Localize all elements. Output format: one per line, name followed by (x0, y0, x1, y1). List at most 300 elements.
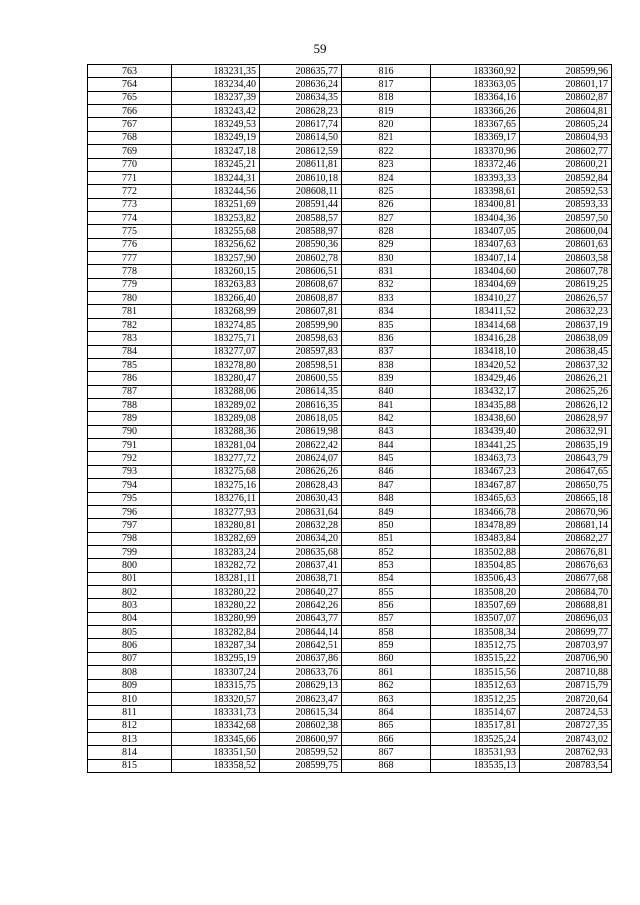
y-coordinate-left: 208628,43 (260, 479, 342, 492)
point-number-right: 825 (342, 185, 431, 198)
x-coordinate-right: 183514,67 (431, 706, 520, 719)
coordinates-table (87, 64, 612, 773)
table-row (88, 599, 612, 612)
point-number-right: 867 (342, 746, 431, 759)
x-coordinate-right: 183400,81 (431, 198, 520, 211)
y-coordinate-right: 208720,64 (520, 692, 612, 705)
table-row (88, 65, 612, 78)
point-number-right: 846 (342, 465, 431, 478)
table-row (88, 238, 612, 251)
x-coordinate-right: 183411,52 (431, 305, 520, 318)
y-coordinate-right: 208607,78 (520, 265, 612, 278)
y-coordinate-left: 208642,51 (260, 639, 342, 652)
y-coordinate-right: 208783,54 (520, 759, 612, 772)
x-coordinate-left: 183315,75 (172, 679, 260, 692)
x-coordinate-right: 183512,25 (431, 692, 520, 705)
point-number-right: 840 (342, 385, 431, 398)
point-number-right: 816 (342, 65, 431, 78)
y-coordinate-right: 208605,24 (520, 118, 612, 131)
y-coordinate-left: 208588,97 (260, 225, 342, 238)
x-coordinate-right: 183404,69 (431, 278, 520, 291)
table-row (88, 198, 612, 211)
point-number-left: 783 (88, 332, 172, 345)
point-number-right: 855 (342, 586, 431, 599)
table-row (88, 211, 612, 224)
y-coordinate-left: 208608,11 (260, 185, 342, 198)
x-coordinate-left: 183278,80 (172, 358, 260, 371)
y-coordinate-left: 208608,87 (260, 292, 342, 305)
table-row (88, 105, 612, 118)
y-coordinate-left: 208599,75 (260, 759, 342, 772)
point-number-left: 802 (88, 586, 172, 599)
point-number-left: 778 (88, 265, 172, 278)
table-row (88, 91, 612, 104)
x-coordinate-right: 183483,84 (431, 532, 520, 545)
table-row (88, 759, 612, 772)
x-coordinate-left: 183275,68 (172, 465, 260, 478)
x-coordinate-left: 183237,39 (172, 91, 260, 104)
y-coordinate-left: 208644,14 (260, 626, 342, 639)
y-coordinate-left: 208617,74 (260, 118, 342, 131)
y-coordinate-left: 208610,18 (260, 171, 342, 184)
point-number-left: 807 (88, 652, 172, 665)
y-coordinate-left: 208598,63 (260, 332, 342, 345)
point-number-left: 804 (88, 612, 172, 625)
point-number-right: 865 (342, 719, 431, 732)
y-coordinate-right: 208602,87 (520, 91, 612, 104)
point-number-right: 854 (342, 572, 431, 585)
point-number-left: 793 (88, 465, 172, 478)
x-coordinate-right: 183366,26 (431, 105, 520, 118)
table-row (88, 305, 612, 318)
x-coordinate-left: 183245,21 (172, 158, 260, 171)
y-coordinate-right: 208597,50 (520, 211, 612, 224)
x-coordinate-left: 183268,99 (172, 305, 260, 318)
y-coordinate-right: 208604,81 (520, 105, 612, 118)
x-coordinate-left: 183282,69 (172, 532, 260, 545)
point-number-left: 795 (88, 492, 172, 505)
table-row (88, 265, 612, 278)
y-coordinate-right: 208626,21 (520, 372, 612, 385)
x-coordinate-left: 183283,24 (172, 545, 260, 558)
x-coordinate-right: 183360,92 (431, 65, 520, 78)
point-number-left: 791 (88, 439, 172, 452)
y-coordinate-left: 208628,23 (260, 105, 342, 118)
y-coordinate-right: 208601,63 (520, 238, 612, 251)
x-coordinate-right: 183410,27 (431, 292, 520, 305)
point-number-left: 805 (88, 626, 172, 639)
point-number-left: 769 (88, 145, 172, 158)
y-coordinate-left: 208614,35 (260, 385, 342, 398)
x-coordinate-right: 183435,88 (431, 398, 520, 411)
x-coordinate-right: 183372,46 (431, 158, 520, 171)
x-coordinate-right: 183515,22 (431, 652, 520, 665)
x-coordinate-left: 183256,62 (172, 238, 260, 251)
y-coordinate-left: 208624,07 (260, 452, 342, 465)
y-coordinate-left: 208612,59 (260, 145, 342, 158)
table-row (88, 345, 612, 358)
y-coordinate-left: 208631,64 (260, 505, 342, 518)
point-number-left: 775 (88, 225, 172, 238)
x-coordinate-left: 183281,11 (172, 572, 260, 585)
x-coordinate-right: 183502,88 (431, 545, 520, 558)
x-coordinate-left: 183277,07 (172, 345, 260, 358)
x-coordinate-right: 183507,69 (431, 599, 520, 612)
y-coordinate-left: 208630,43 (260, 492, 342, 505)
y-coordinate-right: 208637,19 (520, 318, 612, 331)
table-row (88, 332, 612, 345)
point-number-right: 850 (342, 519, 431, 532)
point-number-right: 861 (342, 666, 431, 679)
table-row (88, 318, 612, 331)
x-coordinate-right: 183398,61 (431, 185, 520, 198)
point-number-right: 838 (342, 358, 431, 371)
y-coordinate-left: 208588,57 (260, 211, 342, 224)
table-row (88, 746, 612, 759)
point-number-right: 856 (342, 599, 431, 612)
table-row (88, 626, 612, 639)
x-coordinate-right: 183363,05 (431, 78, 520, 91)
point-number-right: 824 (342, 171, 431, 184)
y-coordinate-right: 208650,75 (520, 479, 612, 492)
point-number-left: 772 (88, 185, 172, 198)
y-coordinate-left: 208618,05 (260, 412, 342, 425)
point-number-left: 801 (88, 572, 172, 585)
y-coordinate-right: 208592,84 (520, 171, 612, 184)
x-coordinate-right: 183407,05 (431, 225, 520, 238)
y-coordinate-left: 208599,52 (260, 746, 342, 759)
point-number-right: 833 (342, 292, 431, 305)
x-coordinate-left: 183251,69 (172, 198, 260, 211)
y-coordinate-right: 208625,26 (520, 385, 612, 398)
table-row (88, 666, 612, 679)
point-number-right: 836 (342, 332, 431, 345)
x-coordinate-right: 183478,89 (431, 519, 520, 532)
y-coordinate-left: 208616,35 (260, 398, 342, 411)
x-coordinate-left: 183295,19 (172, 652, 260, 665)
point-number-right: 819 (342, 105, 431, 118)
point-number-right: 837 (342, 345, 431, 358)
y-coordinate-left: 208599,90 (260, 318, 342, 331)
y-coordinate-right: 208592,53 (520, 185, 612, 198)
x-coordinate-left: 183247,18 (172, 145, 260, 158)
table-row (88, 505, 612, 518)
y-coordinate-left: 208642,26 (260, 599, 342, 612)
y-coordinate-right: 208696,03 (520, 612, 612, 625)
x-coordinate-right: 183535,13 (431, 759, 520, 772)
y-coordinate-right: 208743,02 (520, 732, 612, 745)
x-coordinate-right: 183467,87 (431, 479, 520, 492)
table-row (88, 398, 612, 411)
table-row (88, 278, 612, 291)
y-coordinate-right: 208632,23 (520, 305, 612, 318)
point-number-left: 773 (88, 198, 172, 211)
point-number-left: 779 (88, 278, 172, 291)
y-coordinate-left: 208602,38 (260, 719, 342, 732)
y-coordinate-right: 208684,70 (520, 586, 612, 599)
point-number-left: 782 (88, 318, 172, 331)
table-row (88, 78, 612, 91)
point-number-left: 776 (88, 238, 172, 251)
point-number-right: 848 (342, 492, 431, 505)
point-number-right: 849 (342, 505, 431, 518)
point-number-right: 842 (342, 412, 431, 425)
table-row (88, 185, 612, 198)
coordinates-table-body (88, 65, 612, 773)
y-coordinate-right: 208724,53 (520, 706, 612, 719)
x-coordinate-left: 183280,47 (172, 372, 260, 385)
y-coordinate-right: 208626,57 (520, 292, 612, 305)
x-coordinate-right: 183512,63 (431, 679, 520, 692)
point-number-left: 777 (88, 252, 172, 265)
table-row (88, 519, 612, 532)
x-coordinate-right: 183393,33 (431, 171, 520, 184)
point-number-left: 806 (88, 639, 172, 652)
table-row (88, 439, 612, 452)
point-number-right: 827 (342, 211, 431, 224)
point-number-right: 866 (342, 732, 431, 745)
x-coordinate-left: 183345,66 (172, 732, 260, 745)
y-coordinate-right: 208676,81 (520, 545, 612, 558)
y-coordinate-right: 208688,81 (520, 599, 612, 612)
y-coordinate-left: 208597,83 (260, 345, 342, 358)
x-coordinate-right: 183407,14 (431, 252, 520, 265)
point-number-left: 771 (88, 171, 172, 184)
x-coordinate-left: 183249,53 (172, 118, 260, 131)
x-coordinate-left: 183288,06 (172, 385, 260, 398)
point-number-right: 853 (342, 559, 431, 572)
table-row (88, 171, 612, 184)
y-coordinate-left: 208600,55 (260, 372, 342, 385)
table-row (88, 545, 612, 558)
y-coordinate-right: 208599,96 (520, 65, 612, 78)
x-coordinate-left: 183277,93 (172, 505, 260, 518)
point-number-left: 810 (88, 692, 172, 705)
table-row (88, 292, 612, 305)
y-coordinate-left: 208590,36 (260, 238, 342, 251)
y-coordinate-left: 208640,27 (260, 586, 342, 599)
y-coordinate-left: 208632,28 (260, 519, 342, 532)
table-row (88, 452, 612, 465)
y-coordinate-left: 208634,35 (260, 91, 342, 104)
y-coordinate-left: 208637,41 (260, 559, 342, 572)
point-number-left: 787 (88, 385, 172, 398)
point-number-left: 784 (88, 345, 172, 358)
point-number-right: 818 (342, 91, 431, 104)
point-number-left: 814 (88, 746, 172, 759)
y-coordinate-right: 208637,32 (520, 358, 612, 371)
x-coordinate-left: 183255,68 (172, 225, 260, 238)
y-coordinate-right: 208604,93 (520, 131, 612, 144)
point-number-left: 774 (88, 211, 172, 224)
y-coordinate-left: 208622,42 (260, 439, 342, 452)
point-number-right: 863 (342, 692, 431, 705)
y-coordinate-left: 208619,98 (260, 425, 342, 438)
x-coordinate-left: 183277,72 (172, 452, 260, 465)
table-row (88, 532, 612, 545)
x-coordinate-left: 183244,56 (172, 185, 260, 198)
page-number: 59 (313, 41, 327, 56)
point-number-left: 764 (88, 78, 172, 91)
x-coordinate-right: 183512,75 (431, 639, 520, 652)
x-coordinate-left: 183351,50 (172, 746, 260, 759)
y-coordinate-right: 208647,65 (520, 465, 612, 478)
table-row (88, 479, 612, 492)
y-coordinate-left: 208607,81 (260, 305, 342, 318)
y-coordinate-right: 208706,90 (520, 652, 612, 665)
table-row (88, 572, 612, 585)
y-coordinate-right: 208703,97 (520, 639, 612, 652)
point-number-right: 817 (342, 78, 431, 91)
point-number-left: 781 (88, 305, 172, 318)
table-row (88, 719, 612, 732)
table-row (88, 559, 612, 572)
x-coordinate-left: 183307,24 (172, 666, 260, 679)
x-coordinate-left: 183289,02 (172, 398, 260, 411)
y-coordinate-left: 208638,71 (260, 572, 342, 585)
y-coordinate-right: 208682,27 (520, 532, 612, 545)
y-coordinate-left: 208591,44 (260, 198, 342, 211)
y-coordinate-right: 208603,58 (520, 252, 612, 265)
point-number-right: 864 (342, 706, 431, 719)
x-coordinate-left: 183243,42 (172, 105, 260, 118)
point-number-left: 800 (88, 559, 172, 572)
x-coordinate-right: 183364,16 (431, 91, 520, 104)
x-coordinate-right: 183467,23 (431, 465, 520, 478)
x-coordinate-left: 183260,15 (172, 265, 260, 278)
x-coordinate-left: 183249,19 (172, 131, 260, 144)
x-coordinate-left: 183288,36 (172, 425, 260, 438)
point-number-left: 815 (88, 759, 172, 772)
table-row (88, 358, 612, 371)
y-coordinate-right: 208638,09 (520, 332, 612, 345)
x-coordinate-left: 183287,34 (172, 639, 260, 652)
point-number-left: 786 (88, 372, 172, 385)
point-number-right: 852 (342, 545, 431, 558)
table-row (88, 372, 612, 385)
y-coordinate-left: 208629,13 (260, 679, 342, 692)
y-coordinate-right: 208619,25 (520, 278, 612, 291)
table-row (88, 225, 612, 238)
x-coordinate-right: 183439,40 (431, 425, 520, 438)
x-coordinate-right: 183506,43 (431, 572, 520, 585)
x-coordinate-left: 183263,83 (172, 278, 260, 291)
x-coordinate-left: 183289,08 (172, 412, 260, 425)
x-coordinate-right: 183416,28 (431, 332, 520, 345)
x-coordinate-left: 183276,11 (172, 492, 260, 505)
point-number-left: 780 (88, 292, 172, 305)
x-coordinate-right: 183369,17 (431, 131, 520, 144)
x-coordinate-right: 183515,56 (431, 666, 520, 679)
y-coordinate-right: 208632,91 (520, 425, 612, 438)
table-row (88, 639, 612, 652)
table-row (88, 679, 612, 692)
x-coordinate-right: 183438,60 (431, 412, 520, 425)
point-number-right: 857 (342, 612, 431, 625)
y-coordinate-right: 208635,19 (520, 439, 612, 452)
y-coordinate-right: 208602,77 (520, 145, 612, 158)
y-coordinate-right: 208628,97 (520, 412, 612, 425)
point-number-right: 844 (342, 439, 431, 452)
y-coordinate-right: 208727,35 (520, 719, 612, 732)
x-coordinate-right: 183504,85 (431, 559, 520, 572)
x-coordinate-right: 183370,96 (431, 145, 520, 158)
y-coordinate-right: 208681,14 (520, 519, 612, 532)
point-number-right: 826 (342, 198, 431, 211)
y-coordinate-left: 208602,78 (260, 252, 342, 265)
y-coordinate-right: 208762,93 (520, 746, 612, 759)
x-coordinate-left: 183275,16 (172, 479, 260, 492)
x-coordinate-left: 183257,90 (172, 252, 260, 265)
x-coordinate-right: 183517,81 (431, 719, 520, 732)
table-row (88, 131, 612, 144)
x-coordinate-left: 183234,40 (172, 78, 260, 91)
table-row (88, 412, 612, 425)
point-number-left: 789 (88, 412, 172, 425)
y-coordinate-right: 208715,79 (520, 679, 612, 692)
x-coordinate-left: 183231,35 (172, 65, 260, 78)
y-coordinate-left: 208614,50 (260, 131, 342, 144)
x-coordinate-right: 183508,34 (431, 626, 520, 639)
point-number-left: 763 (88, 65, 172, 78)
y-coordinate-right: 208710,88 (520, 666, 612, 679)
point-number-left: 813 (88, 732, 172, 745)
point-number-left: 796 (88, 505, 172, 518)
y-coordinate-right: 208665,18 (520, 492, 612, 505)
y-coordinate-left: 208637,86 (260, 652, 342, 665)
x-coordinate-left: 183253,82 (172, 211, 260, 224)
point-number-right: 860 (342, 652, 431, 665)
point-number-left: 788 (88, 398, 172, 411)
point-number-right: 820 (342, 118, 431, 131)
y-coordinate-right: 208600,21 (520, 158, 612, 171)
point-number-right: 859 (342, 639, 431, 652)
y-coordinate-left: 208611,81 (260, 158, 342, 171)
table-row (88, 692, 612, 705)
y-coordinate-right: 208670,96 (520, 505, 612, 518)
y-coordinate-left: 208615,34 (260, 706, 342, 719)
y-coordinate-left: 208635,68 (260, 545, 342, 558)
table-row (88, 586, 612, 599)
point-number-left: 790 (88, 425, 172, 438)
y-coordinate-left: 208606,51 (260, 265, 342, 278)
table-row (88, 252, 612, 265)
point-number-left: 792 (88, 452, 172, 465)
x-coordinate-right: 183414,68 (431, 318, 520, 331)
x-coordinate-right: 183441,25 (431, 439, 520, 452)
point-number-left: 797 (88, 519, 172, 532)
table-row (88, 652, 612, 665)
point-number-right: 862 (342, 679, 431, 692)
y-coordinate-left: 208634,20 (260, 532, 342, 545)
point-number-right: 835 (342, 318, 431, 331)
x-coordinate-left: 183280,99 (172, 612, 260, 625)
table-row (88, 612, 612, 625)
x-coordinate-right: 183508,20 (431, 586, 520, 599)
point-number-left: 767 (88, 118, 172, 131)
x-coordinate-right: 183465,63 (431, 492, 520, 505)
table-row (88, 492, 612, 505)
point-number-right: 843 (342, 425, 431, 438)
x-coordinate-left: 183342,68 (172, 719, 260, 732)
x-coordinate-left: 183274,85 (172, 318, 260, 331)
y-coordinate-right: 208677,68 (520, 572, 612, 585)
x-coordinate-left: 183320,57 (172, 692, 260, 705)
point-number-left: 794 (88, 479, 172, 492)
y-coordinate-left: 208633,76 (260, 666, 342, 679)
table-row (88, 385, 612, 398)
x-coordinate-left: 183280,22 (172, 599, 260, 612)
